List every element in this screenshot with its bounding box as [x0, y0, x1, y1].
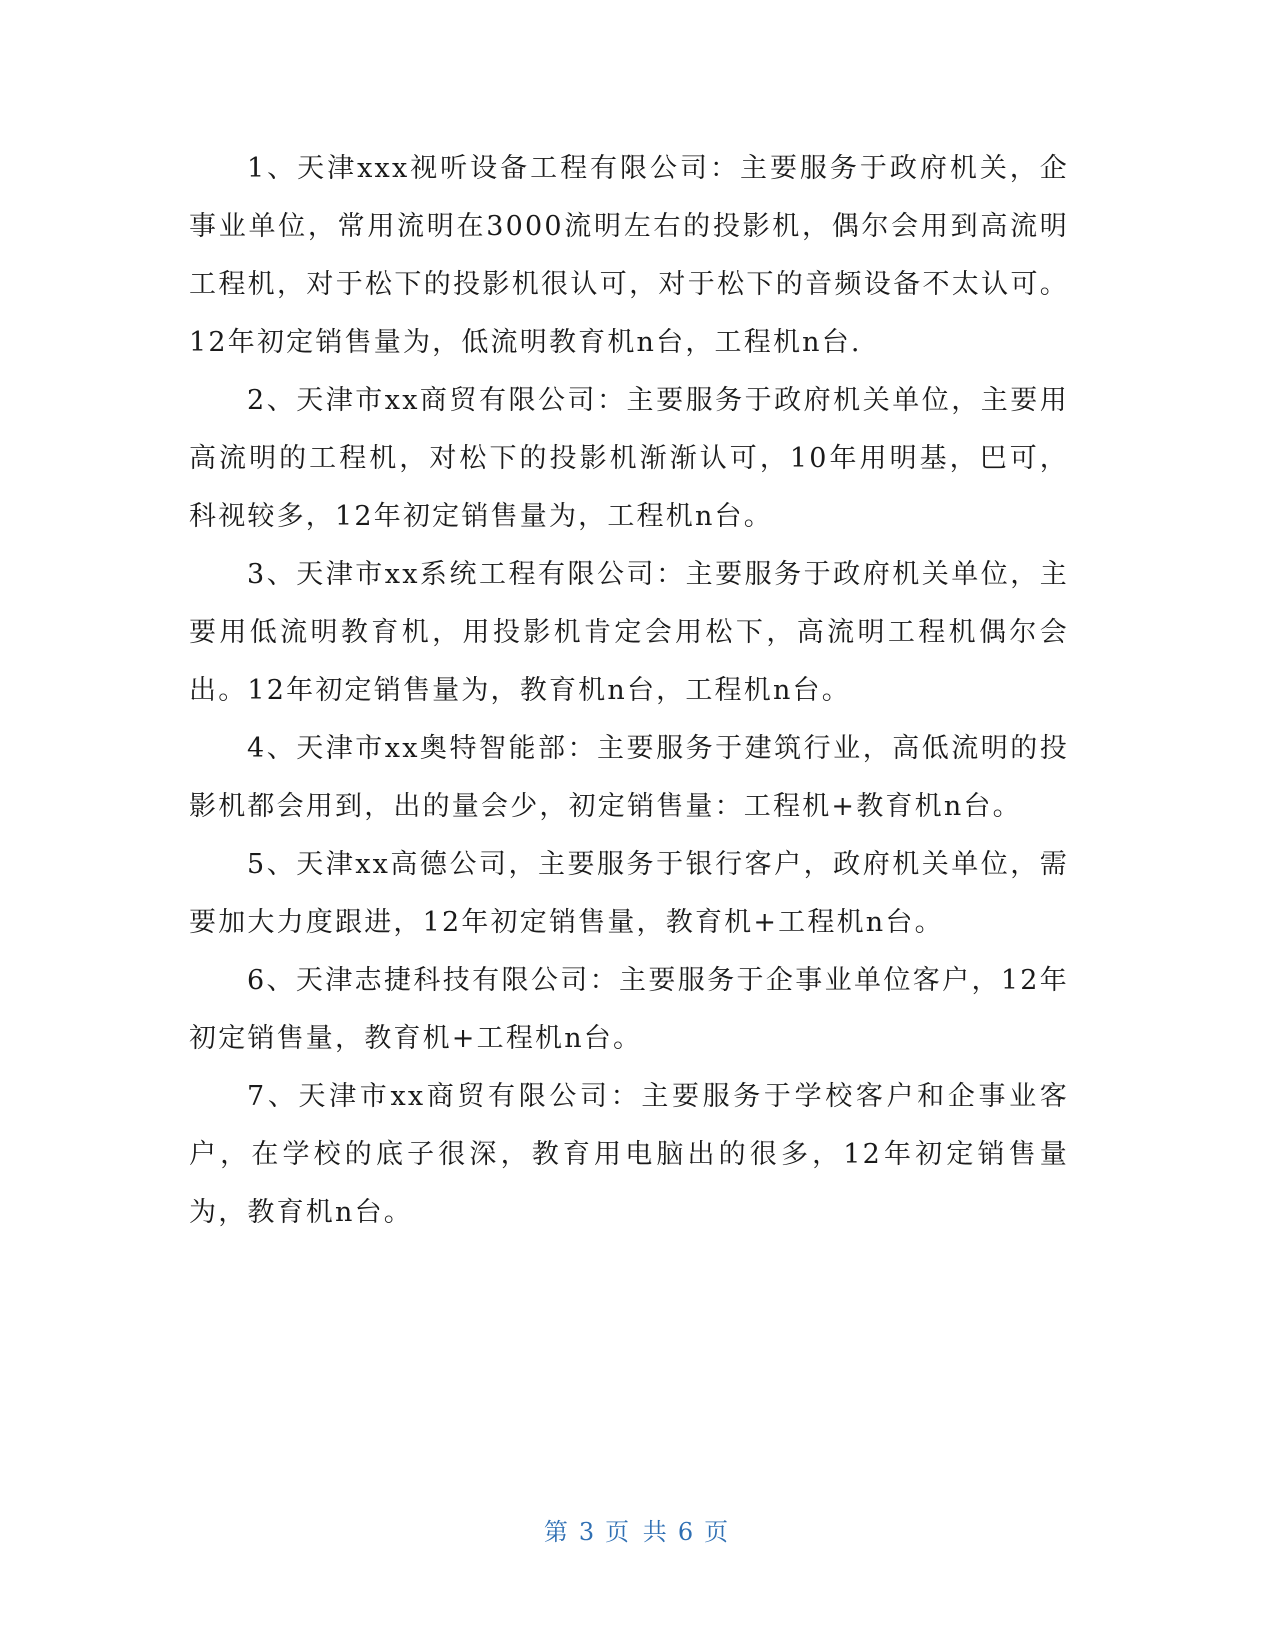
paragraph-1: 1、天津xxx视听设备工程有限公司：主要服务于政府机关，企事业单位，常用流明在3000流明左右的投影机，偶尔会用到高流明工程机，对于松下的投影机很认可，对于松下的音频设备不太认可。12年初定销售量为，低流明教育机n台，工程机n台. — [189, 153, 1069, 358]
footer-current-page: 3 — [578, 1518, 598, 1546]
footer-total-pages: 6 — [677, 1518, 697, 1546]
footer-suffix: 页 — [704, 1518, 732, 1546]
paragraph-6: 6、天津志捷科技有限公司：主要服务于企事业单位客户，12年初定销售量，教育机+工程机n台。 — [189, 965, 1069, 1054]
paragraph-5: 5、天津xx高德公司，主要服务于银行客户，政府机关单位，需要加大力度跟进，12年初定销售量，教育机+工程机n台。 — [189, 849, 1069, 938]
footer-middle: 页 共 — [605, 1518, 670, 1546]
paragraph-4: 4、天津市xx奥特智能部：主要服务于建筑行业，高低流明的投影机都会用到，出的量会少，初定销售量：工程机+教育机n台。 — [189, 733, 1069, 822]
paragraph-2: 2、天津市xx商贸有限公司：主要服务于政府机关单位，主要用高流明的工程机，对松下的投影机渐渐认可，10年用明基，巴可，科视较多，12年初定销售量为，工程机n台。 — [189, 385, 1069, 532]
page-footer — [0, 1512, 1275, 1547]
paragraph-3: 3、天津市xx系统工程有限公司：主要服务于政府机关单位，主要用低流明教育机，用投影机肯定会用松下，高流明工程机偶尔会出。12年初定销售量为，教育机n台，工程机n台。 — [189, 559, 1069, 706]
paragraph-7: 7、天津市xx商贸有限公司：主要服务于学校客户和企事业客户，在学校的底子很深，教育用电脑出的很多，12年初定销售量为，教育机n台。 — [189, 1081, 1069, 1228]
footer-prefix: 第 — [543, 1518, 571, 1546]
document-body — [189, 140, 1069, 1242]
